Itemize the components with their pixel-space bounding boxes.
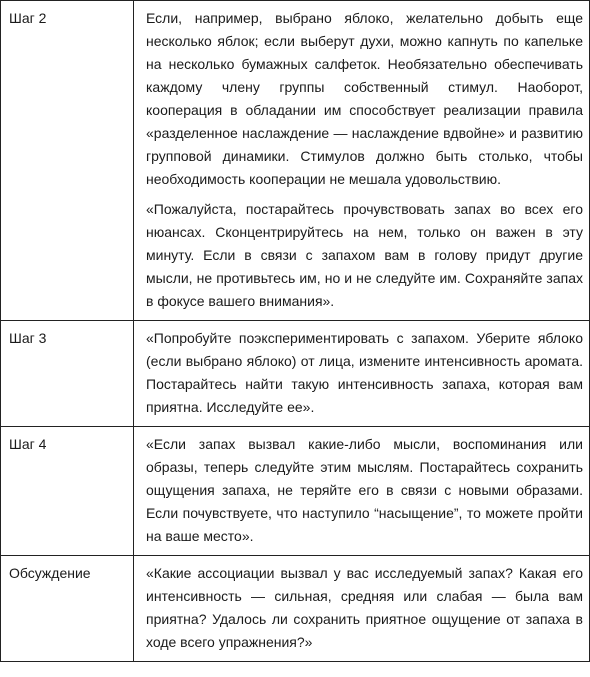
table-row-discussion (1, 556, 590, 662)
step-label: Шаг 2 (1, 1, 134, 321)
paragraph: «Если запах вызвал какие-либо мысли, воспоминания или образы, теперь следуйте этим мыслям. Постарайтесь сохранить ощущения запаха, не теряйте его в связи с новыми образами. Если почувствуете, что наступило “насыщение”, то можете пройти на ваше место». (146, 436, 583, 544)
step-label: Шаг 3 (1, 321, 134, 427)
table-row-step-4 (1, 427, 590, 556)
paragraph: «Попробуйте поэкспериментировать с запахом. Уберите яблоко (если выбрано яблоко) от лица, измените интенсивность аромата. Постарайтесь найти такую интенсивность запаха, которая вам приятна. Исследуйте ее». (146, 330, 583, 415)
table-row-step-2 (1, 1, 590, 321)
paragraph: Если, например, выбрано яблоко, желательно добыть еще несколько яблок; если выберут духи, можно капнуть по капельке на несколько бумажных салфеток. Необязательно обеспечивать каждому члену группы собственный стимул. Наоборот, кооперация в обладании им способствует реализации правила «разделенное наслаждение — наслаждение вдвойне» и развитию групповой динамики. Стимулов должно быть столько, чтобы необходимость кооперации не мешала удовольствию. (146, 10, 583, 187)
step-description (134, 321, 590, 427)
paragraph: «Какие ассоциации вызвал у вас исследуемый запах? Какая его интенсивность — сильная, средняя или слабая — была вам приятна? Удалось ли сохранить приятное ощущение от запаха в ходе всего упражнения?» (146, 565, 583, 650)
step-description (134, 427, 590, 556)
table-row-step-3 (1, 321, 590, 427)
paragraph: «Пожалуйста, постарайтесь прочувствовать запах во всех его нюансах. Сконцентрируйтесь на нем, только он важен в эту минуту. Если в связи с запахом вам в голову придут другие мысли, не противьтесь им, но и не следуйте им. Сохраняйте запах в фокусе вашего внимания». (146, 201, 583, 309)
step-description (134, 556, 590, 662)
step-description (134, 1, 590, 321)
step-label: Обсуждение (1, 556, 134, 662)
step-label: Шаг 4 (1, 427, 134, 556)
